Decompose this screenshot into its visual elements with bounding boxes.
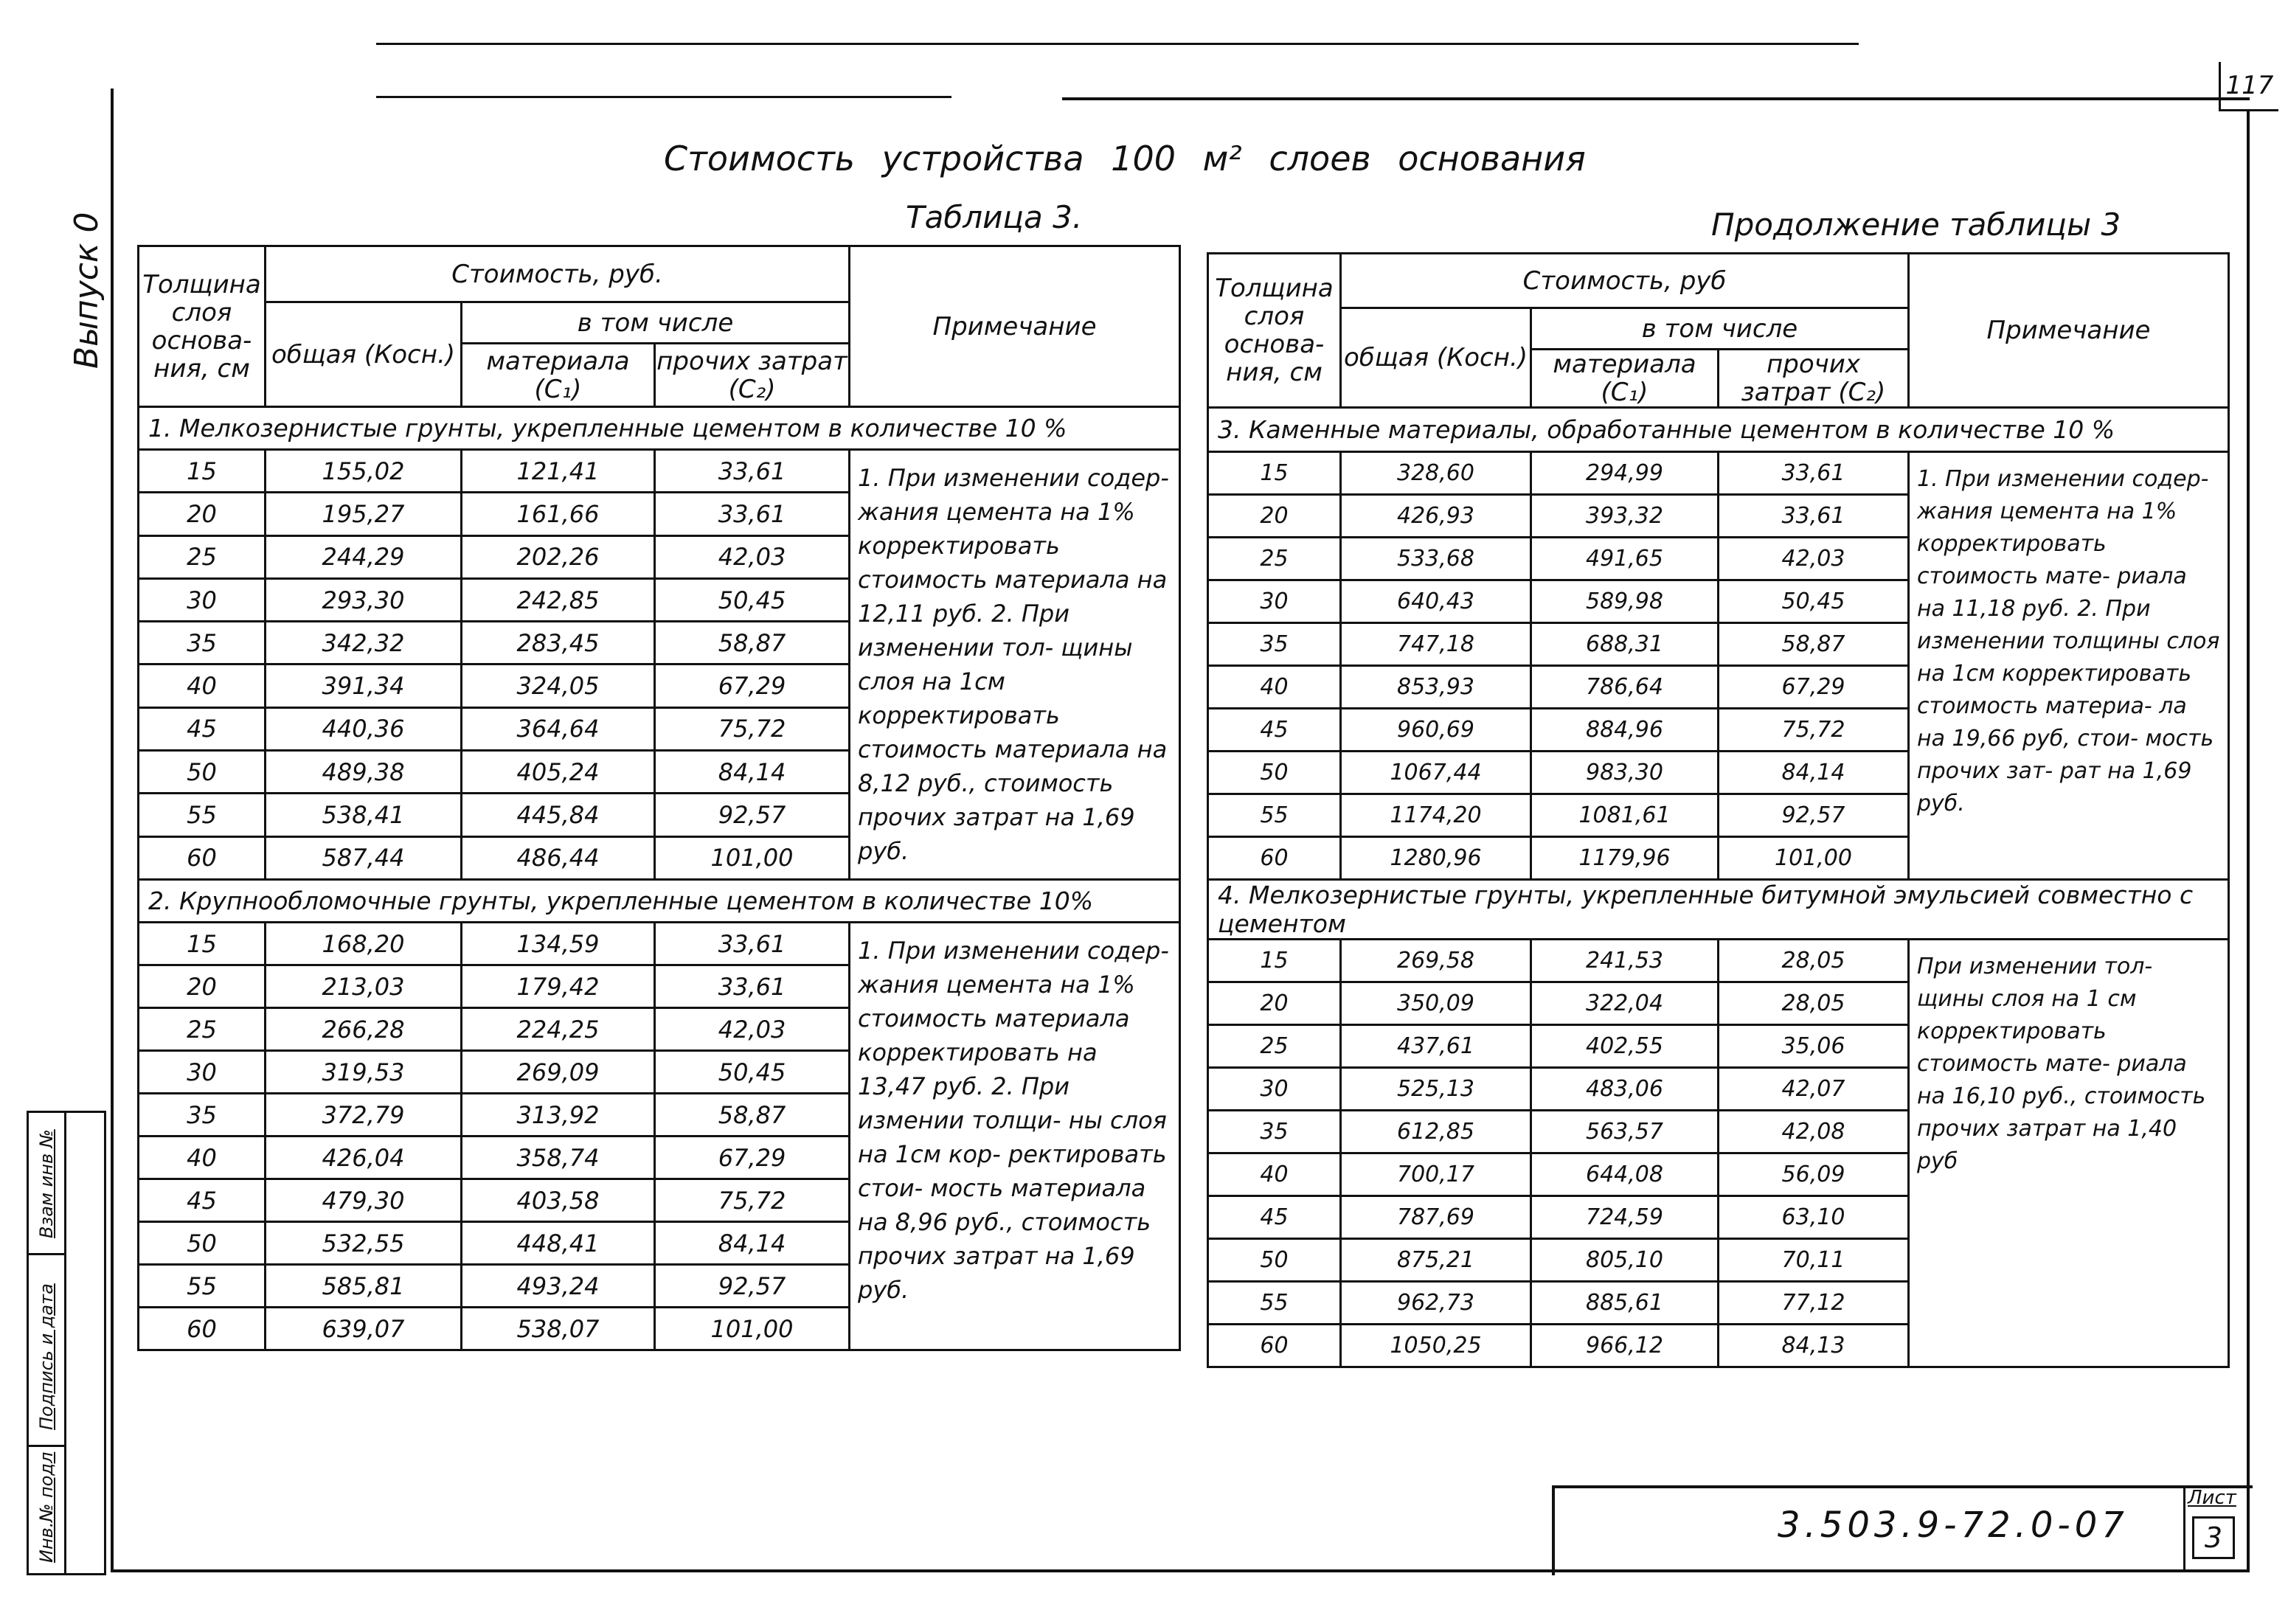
- cell-other: 42,08: [1719, 1111, 1909, 1153]
- cell-thickness: 55: [139, 794, 266, 836]
- cell-materials: 724,59: [1531, 1196, 1719, 1239]
- cell-other: 63,10: [1719, 1196, 1909, 1239]
- header-note: Примечание: [850, 246, 1180, 407]
- cell-other: 75,72: [655, 707, 850, 750]
- cell-thickness: 35: [1208, 623, 1341, 666]
- cell-other: 84,14: [655, 751, 850, 794]
- cell-thickness: 20: [139, 493, 266, 535]
- cell-other: 58,87: [655, 1094, 850, 1137]
- cell-total: 875,21: [1341, 1239, 1531, 1282]
- section-note: 1. При изменении содер- жания цемента на 1% корректировать стоимость мате- риала на 11,18 руб. 2. При изменении толщины слоя на 1см корректировать стоимость материа- ла на 19,66 руб, стои- мость прочих зат- рат на 1,69 руб.: [1909, 452, 2229, 880]
- cell-materials: 483,06: [1531, 1068, 1719, 1111]
- cell-total: 489,38: [266, 751, 462, 794]
- cell-total: 391,34: [266, 664, 462, 707]
- cell-thickness: 55: [1208, 1282, 1341, 1325]
- cell-thickness: 35: [1208, 1111, 1341, 1153]
- right-table-body: [1208, 408, 2229, 1367]
- cell-materials: 805,10: [1531, 1239, 1719, 1282]
- cell-thickness: 30: [139, 578, 266, 621]
- cell-total: 155,02: [266, 450, 462, 493]
- stamp-divider: [64, 1113, 66, 1573]
- cell-other: 56,09: [1719, 1153, 1909, 1196]
- cell-total: 585,81: [266, 1265, 462, 1308]
- cell-total: 700,17: [1341, 1153, 1531, 1196]
- cell-materials: 538,07: [462, 1308, 655, 1350]
- cell-thickness: 30: [1208, 580, 1341, 623]
- cell-thickness: 15: [139, 923, 266, 965]
- cell-other: 33,61: [655, 965, 850, 1008]
- cell-other: 35,06: [1719, 1025, 1909, 1068]
- cell-materials: 358,74: [462, 1137, 655, 1179]
- cell-thickness: 45: [139, 707, 266, 750]
- page-number: 117: [2219, 62, 2278, 111]
- cell-thickness: 40: [139, 664, 266, 707]
- frame-top: [1062, 97, 2250, 100]
- cell-thickness: 25: [139, 535, 266, 578]
- cell-materials: 589,98: [1531, 580, 1719, 623]
- table-continuation-label: Продолжение таблицы 3: [1711, 207, 2121, 243]
- cell-total: 372,79: [266, 1094, 462, 1137]
- cell-materials: 688,31: [1531, 623, 1719, 666]
- cell-total: 168,20: [266, 923, 462, 965]
- cell-thickness: 40: [1208, 666, 1341, 709]
- cell-other: 33,61: [1719, 452, 1909, 495]
- cell-materials: 224,25: [462, 1008, 655, 1051]
- stamp-column: [27, 1111, 106, 1575]
- cell-materials: 644,08: [1531, 1153, 1719, 1196]
- header-cost: Стоимость, руб: [1341, 254, 1909, 308]
- cell-total: 1067,44: [1341, 752, 1531, 794]
- cell-thickness: 45: [139, 1179, 266, 1222]
- cell-other: 101,00: [655, 836, 850, 879]
- header-total: общая (Косн.): [266, 302, 462, 407]
- cell-thickness: 20: [139, 965, 266, 1008]
- top-rule-short: [376, 96, 951, 98]
- cell-other: 28,05: [1719, 940, 1909, 982]
- cell-materials: 313,92: [462, 1094, 655, 1137]
- cell-materials: 885,61: [1531, 1282, 1719, 1325]
- top-rule: [376, 43, 1859, 45]
- cell-materials: 294,99: [1531, 452, 1719, 495]
- document-code: 3.503.9-72.0-07: [1778, 1505, 2129, 1546]
- cell-materials: 179,42: [462, 965, 655, 1008]
- series-label: Выпуск 0: [68, 212, 105, 369]
- cell-materials: 405,24: [462, 751, 655, 794]
- cell-other: 84,14: [1719, 752, 1909, 794]
- cell-materials: 283,45: [462, 622, 655, 664]
- table-row: [139, 923, 1180, 965]
- cost-table-right: [1207, 252, 2230, 1368]
- cell-total: 1174,20: [1341, 794, 1531, 837]
- cell-thickness: 55: [1208, 794, 1341, 837]
- stamp-sign-date: Подпись и дата: [29, 1253, 64, 1447]
- cell-other: 84,14: [655, 1222, 850, 1265]
- header-thickness: Толщина слоя основа- ния, см: [139, 246, 266, 407]
- left-table-body: [139, 407, 1180, 1350]
- cell-materials: 445,84: [462, 794, 655, 836]
- cell-thickness: 20: [1208, 495, 1341, 538]
- cell-thickness: 50: [139, 1222, 266, 1265]
- cell-materials: 324,05: [462, 664, 655, 707]
- cell-thickness: 25: [1208, 1025, 1341, 1068]
- cell-thickness: 60: [1208, 837, 1341, 880]
- cell-total: 350,09: [1341, 982, 1531, 1025]
- cell-total: 612,85: [1341, 1111, 1531, 1153]
- cell-materials: 786,64: [1531, 666, 1719, 709]
- section-title: 4. Мелкозернистые грунты, укрепленные битумной эмульсией совместно с цементом: [1208, 880, 2229, 940]
- header-total: общая (Косн.): [1341, 308, 1531, 408]
- cell-materials: 364,64: [462, 707, 655, 750]
- cell-thickness: 35: [139, 1094, 266, 1137]
- cell-thickness: 60: [139, 836, 266, 879]
- cell-materials: 161,66: [462, 493, 655, 535]
- stamp-inv-orig: Инв.№ подл: [36, 1451, 57, 1563]
- cell-materials: 1081,61: [1531, 794, 1719, 837]
- cell-thickness: 60: [139, 1308, 266, 1350]
- cell-thickness: 40: [1208, 1153, 1341, 1196]
- cell-total: 587,44: [266, 836, 462, 879]
- cell-total: 195,27: [266, 493, 462, 535]
- cell-materials: 983,30: [1531, 752, 1719, 794]
- section-title: 1. Мелкозернистые грунты, укрепленные цементом в количестве 10 %: [139, 407, 1180, 450]
- header-other: прочих затрат (С₂): [655, 344, 850, 407]
- cell-total: 1050,25: [1341, 1325, 1531, 1367]
- table-row: [139, 450, 1180, 493]
- cell-total: 525,13: [1341, 1068, 1531, 1111]
- cell-thickness: 55: [139, 1265, 266, 1308]
- cell-materials: 121,41: [462, 450, 655, 493]
- cell-total: 266,28: [266, 1008, 462, 1051]
- cell-total: 538,41: [266, 794, 462, 836]
- cell-thickness: 50: [139, 751, 266, 794]
- cell-other: 101,00: [655, 1308, 850, 1350]
- page-title: Стоимость устройства 100 м² слоев основания: [664, 139, 1586, 178]
- header-thickness: Толщина слоя основа- ния, см: [1208, 254, 1341, 408]
- cell-thickness: 30: [139, 1051, 266, 1094]
- cell-total: 532,55: [266, 1222, 462, 1265]
- cell-other: 42,07: [1719, 1068, 1909, 1111]
- cell-materials: 134,59: [462, 923, 655, 965]
- cell-thickness: 15: [139, 450, 266, 493]
- cell-materials: 241,53: [1531, 940, 1719, 982]
- cell-thickness: 45: [1208, 709, 1341, 752]
- cell-total: 960,69: [1341, 709, 1531, 752]
- cell-other: 101,00: [1719, 837, 1909, 880]
- cell-other: 33,61: [1719, 495, 1909, 538]
- cell-materials: 493,24: [462, 1265, 655, 1308]
- cell-total: 479,30: [266, 1179, 462, 1222]
- cell-thickness: 25: [139, 1008, 266, 1051]
- header-cost: Стоимость, руб.: [266, 246, 850, 302]
- cell-materials: 402,55: [1531, 1025, 1719, 1068]
- header-incl: в том числе: [1531, 308, 1909, 350]
- cell-other: 92,57: [655, 1265, 850, 1308]
- section-title: 3. Каменные материалы, обработанные цементом в количестве 10 %: [1208, 408, 2229, 452]
- table-row: [1208, 452, 2229, 495]
- cell-materials: 202,26: [462, 535, 655, 578]
- cell-total: 426,04: [266, 1137, 462, 1179]
- cell-total: 440,36: [266, 707, 462, 750]
- cell-other: 77,12: [1719, 1282, 1909, 1325]
- section-note: 1. При изменении содер- жания цемента на 1% стоимость материала корректировать на 13,47 руб. 2. При измении толщи- ны слоя на 1см кор- ректировать стои- мость материала на 8,96 руб., стоимость прочих затрат на 1,69 руб.: [850, 923, 1180, 1350]
- cell-materials: 884,96: [1531, 709, 1719, 752]
- cell-materials: 486,44: [462, 836, 655, 879]
- cell-other: 33,61: [655, 493, 850, 535]
- header-materials: материала (С₁): [1531, 350, 1719, 408]
- cell-total: 533,68: [1341, 538, 1531, 580]
- frame-right: [2247, 111, 2250, 1572]
- cell-materials: 322,04: [1531, 982, 1719, 1025]
- sheet-label: Лист: [2188, 1487, 2236, 1509]
- cell-materials: 563,57: [1531, 1111, 1719, 1153]
- cell-thickness: 45: [1208, 1196, 1341, 1239]
- cell-materials: 1179,96: [1531, 837, 1719, 880]
- cell-materials: 491,65: [1531, 538, 1719, 580]
- cell-total: 269,58: [1341, 940, 1531, 982]
- cell-thickness: 15: [1208, 940, 1341, 982]
- cell-total: 293,30: [266, 578, 462, 621]
- cell-other: 92,57: [1719, 794, 1909, 837]
- cost-table-left: [137, 245, 1181, 1351]
- cell-other: 67,29: [1719, 666, 1909, 709]
- cell-thickness: 60: [1208, 1325, 1341, 1367]
- cell-other: 28,05: [1719, 982, 1909, 1025]
- cell-thickness: 40: [139, 1137, 266, 1179]
- header-incl: в том числе: [462, 302, 850, 344]
- section-note: При изменении тол- щины слоя на 1 см корректировать стоимость мате- риала на 16,10 руб., стоимость прочих затрат на 1,40 руб: [1909, 940, 2229, 1367]
- cell-materials: 242,85: [462, 578, 655, 621]
- cell-other: 50,45: [655, 578, 850, 621]
- frame-left: [111, 89, 114, 1572]
- table-row: [1208, 940, 2229, 982]
- sheet-number: 3: [2192, 1516, 2235, 1559]
- cell-total: 328,60: [1341, 452, 1531, 495]
- cell-total: 787,69: [1341, 1196, 1531, 1239]
- cell-total: 1280,96: [1341, 837, 1531, 880]
- table-label: Таблица 3.: [906, 199, 1083, 235]
- cell-other: 33,61: [655, 450, 850, 493]
- cell-other: 33,61: [655, 923, 850, 965]
- cell-total: 640,43: [1341, 580, 1531, 623]
- cell-other: 92,57: [655, 794, 850, 836]
- cell-thickness: 30: [1208, 1068, 1341, 1111]
- cell-materials: 403,58: [462, 1179, 655, 1222]
- cell-materials: 966,12: [1531, 1325, 1719, 1367]
- cell-other: 58,87: [655, 622, 850, 664]
- cell-other: 50,45: [1719, 580, 1909, 623]
- cell-thickness: 50: [1208, 1239, 1341, 1282]
- cell-total: 426,93: [1341, 495, 1531, 538]
- cell-total: 213,03: [266, 965, 462, 1008]
- cell-other: 50,45: [655, 1051, 850, 1094]
- cell-total: 639,07: [266, 1308, 462, 1350]
- cell-other: 67,29: [655, 1137, 850, 1179]
- cell-other: 75,72: [655, 1179, 850, 1222]
- cell-other: 42,03: [655, 535, 850, 578]
- section-title: 2. Крупнообломочные грунты, укрепленные цементом в количестве 10%: [139, 880, 1180, 923]
- cell-other: 42,03: [1719, 538, 1909, 580]
- header-materials: материала (С₁): [462, 344, 655, 407]
- cell-total: 342,32: [266, 622, 462, 664]
- cell-total: 437,61: [1341, 1025, 1531, 1068]
- cell-other: 70,11: [1719, 1239, 1909, 1282]
- cell-thickness: 15: [1208, 452, 1341, 495]
- cell-other: 84,13: [1719, 1325, 1909, 1367]
- cell-materials: 269,09: [462, 1051, 655, 1094]
- cell-thickness: 20: [1208, 982, 1341, 1025]
- cell-other: 42,03: [655, 1008, 850, 1051]
- cell-materials: 448,41: [462, 1222, 655, 1265]
- header-other: прочих затрат (С₂): [1719, 350, 1909, 408]
- cell-total: 962,73: [1341, 1282, 1531, 1325]
- cell-total: 747,18: [1341, 623, 1531, 666]
- cell-materials: 393,32: [1531, 495, 1719, 538]
- cell-thickness: 35: [139, 622, 266, 664]
- cell-thickness: 25: [1208, 538, 1341, 580]
- cell-total: 853,93: [1341, 666, 1531, 709]
- cell-total: 319,53: [266, 1051, 462, 1094]
- cell-other: 75,72: [1719, 709, 1909, 752]
- header-note: Примечание: [1909, 254, 2229, 408]
- cell-other: 67,29: [655, 664, 850, 707]
- cell-total: 244,29: [266, 535, 462, 578]
- cell-thickness: 50: [1208, 752, 1341, 794]
- section-note: 1. При изменении содер- жания цемента на 1% корректировать стоимость материала на 12,11 руб. 2. При изменении тол- щины слоя на 1см корректировать стоимость материала на 8,12 руб., стоимость прочих затрат на 1,69 руб.: [850, 450, 1180, 880]
- cell-other: 58,87: [1719, 623, 1909, 666]
- stamp-inv-vzam: Взам инв №: [29, 1113, 64, 1255]
